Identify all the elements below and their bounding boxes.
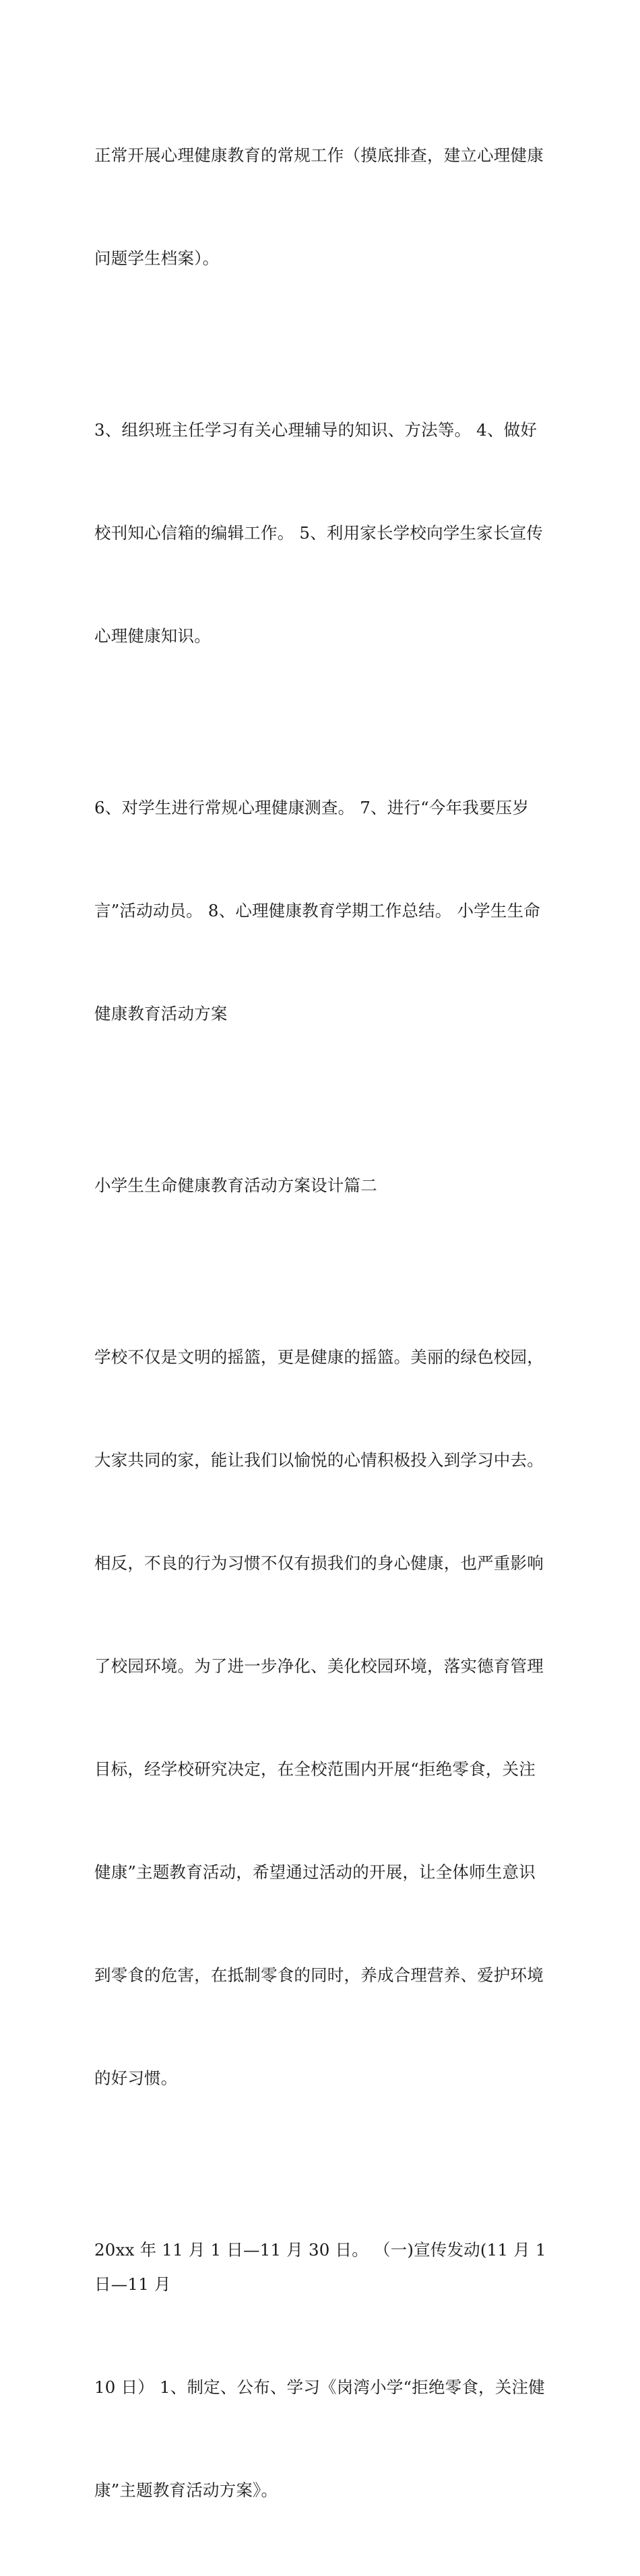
paragraph-schedule: [94, 2164, 552, 2576]
text-line: 问题学生档案）。: [94, 248, 220, 268]
text-line: 健康教育活动方案: [94, 1004, 228, 1023]
text-line: 大家共同的家，能让我们以愉悦的心情积极投入到学习中去。: [94, 1450, 544, 1470]
text-line: 到零食的危害，在抵制零食的同时，养成合理营养、爱护环境: [94, 1965, 544, 1985]
text-line: 的好习惯。: [94, 2068, 178, 2088]
text-line: 了校园环境。为了进一步净化、美化校园环境，落实德育管理: [94, 1656, 544, 1676]
text-line: 10 日） 1、制定、公布、学习《岗湾小学“拒绝零食，关注健: [94, 2377, 545, 2397]
text-line: 校刊知心信箱的编辑工作。 5、利用家长学校向学生家长宣传: [94, 523, 543, 543]
text-line: 学校不仅是文明的摇篮，更是健康的摇篮。美丽的绿色校园，: [94, 1347, 544, 1367]
section-heading: [94, 1099, 552, 1271]
paragraph-items-6-8: [94, 722, 552, 1099]
text-line: 心理健康知识。: [94, 626, 211, 646]
paragraph-items-3-5: [94, 344, 552, 722]
text-line: 正常开展心理健康教育的常规工作（摸底排查，建立心理健康: [94, 145, 544, 165]
text-line: 言”活动动员。 8、心理健康教育学期工作总结。 小学生生命: [94, 901, 540, 920]
text-line: 小学生生命健康教育活动方案设计篇二: [94, 1176, 377, 1195]
paragraph-school-intro: [94, 1271, 552, 2164]
text-line: 健康”主题教育活动，希望通过活动的开展，让全体师生意识: [94, 1862, 536, 1882]
text-line: 6、对学生进行常规心理健康测查。 7、进行“今年我要压岁: [94, 798, 530, 817]
text-line: 康”主题教育活动方案》。: [94, 2480, 278, 2500]
paragraph-routine-work: [94, 69, 552, 344]
text-line: 3、组织班主任学习有关心理辅导的知识、方法等。 4、做好: [94, 420, 538, 440]
text-line: 目标，经学校研究决定，在全校范围内开展“拒绝零食，关注: [94, 1759, 536, 1779]
text-line: 20xx 年 11 月 1 日—11 月 30 日。 （一)宣传发动(11 月 1 日—11 月: [94, 2240, 552, 2294]
document-page: [94, 69, 552, 2576]
text-line: 相反，不良的行为习惯不仅有损我们的身心健康，也严重影响: [94, 1553, 544, 1573]
